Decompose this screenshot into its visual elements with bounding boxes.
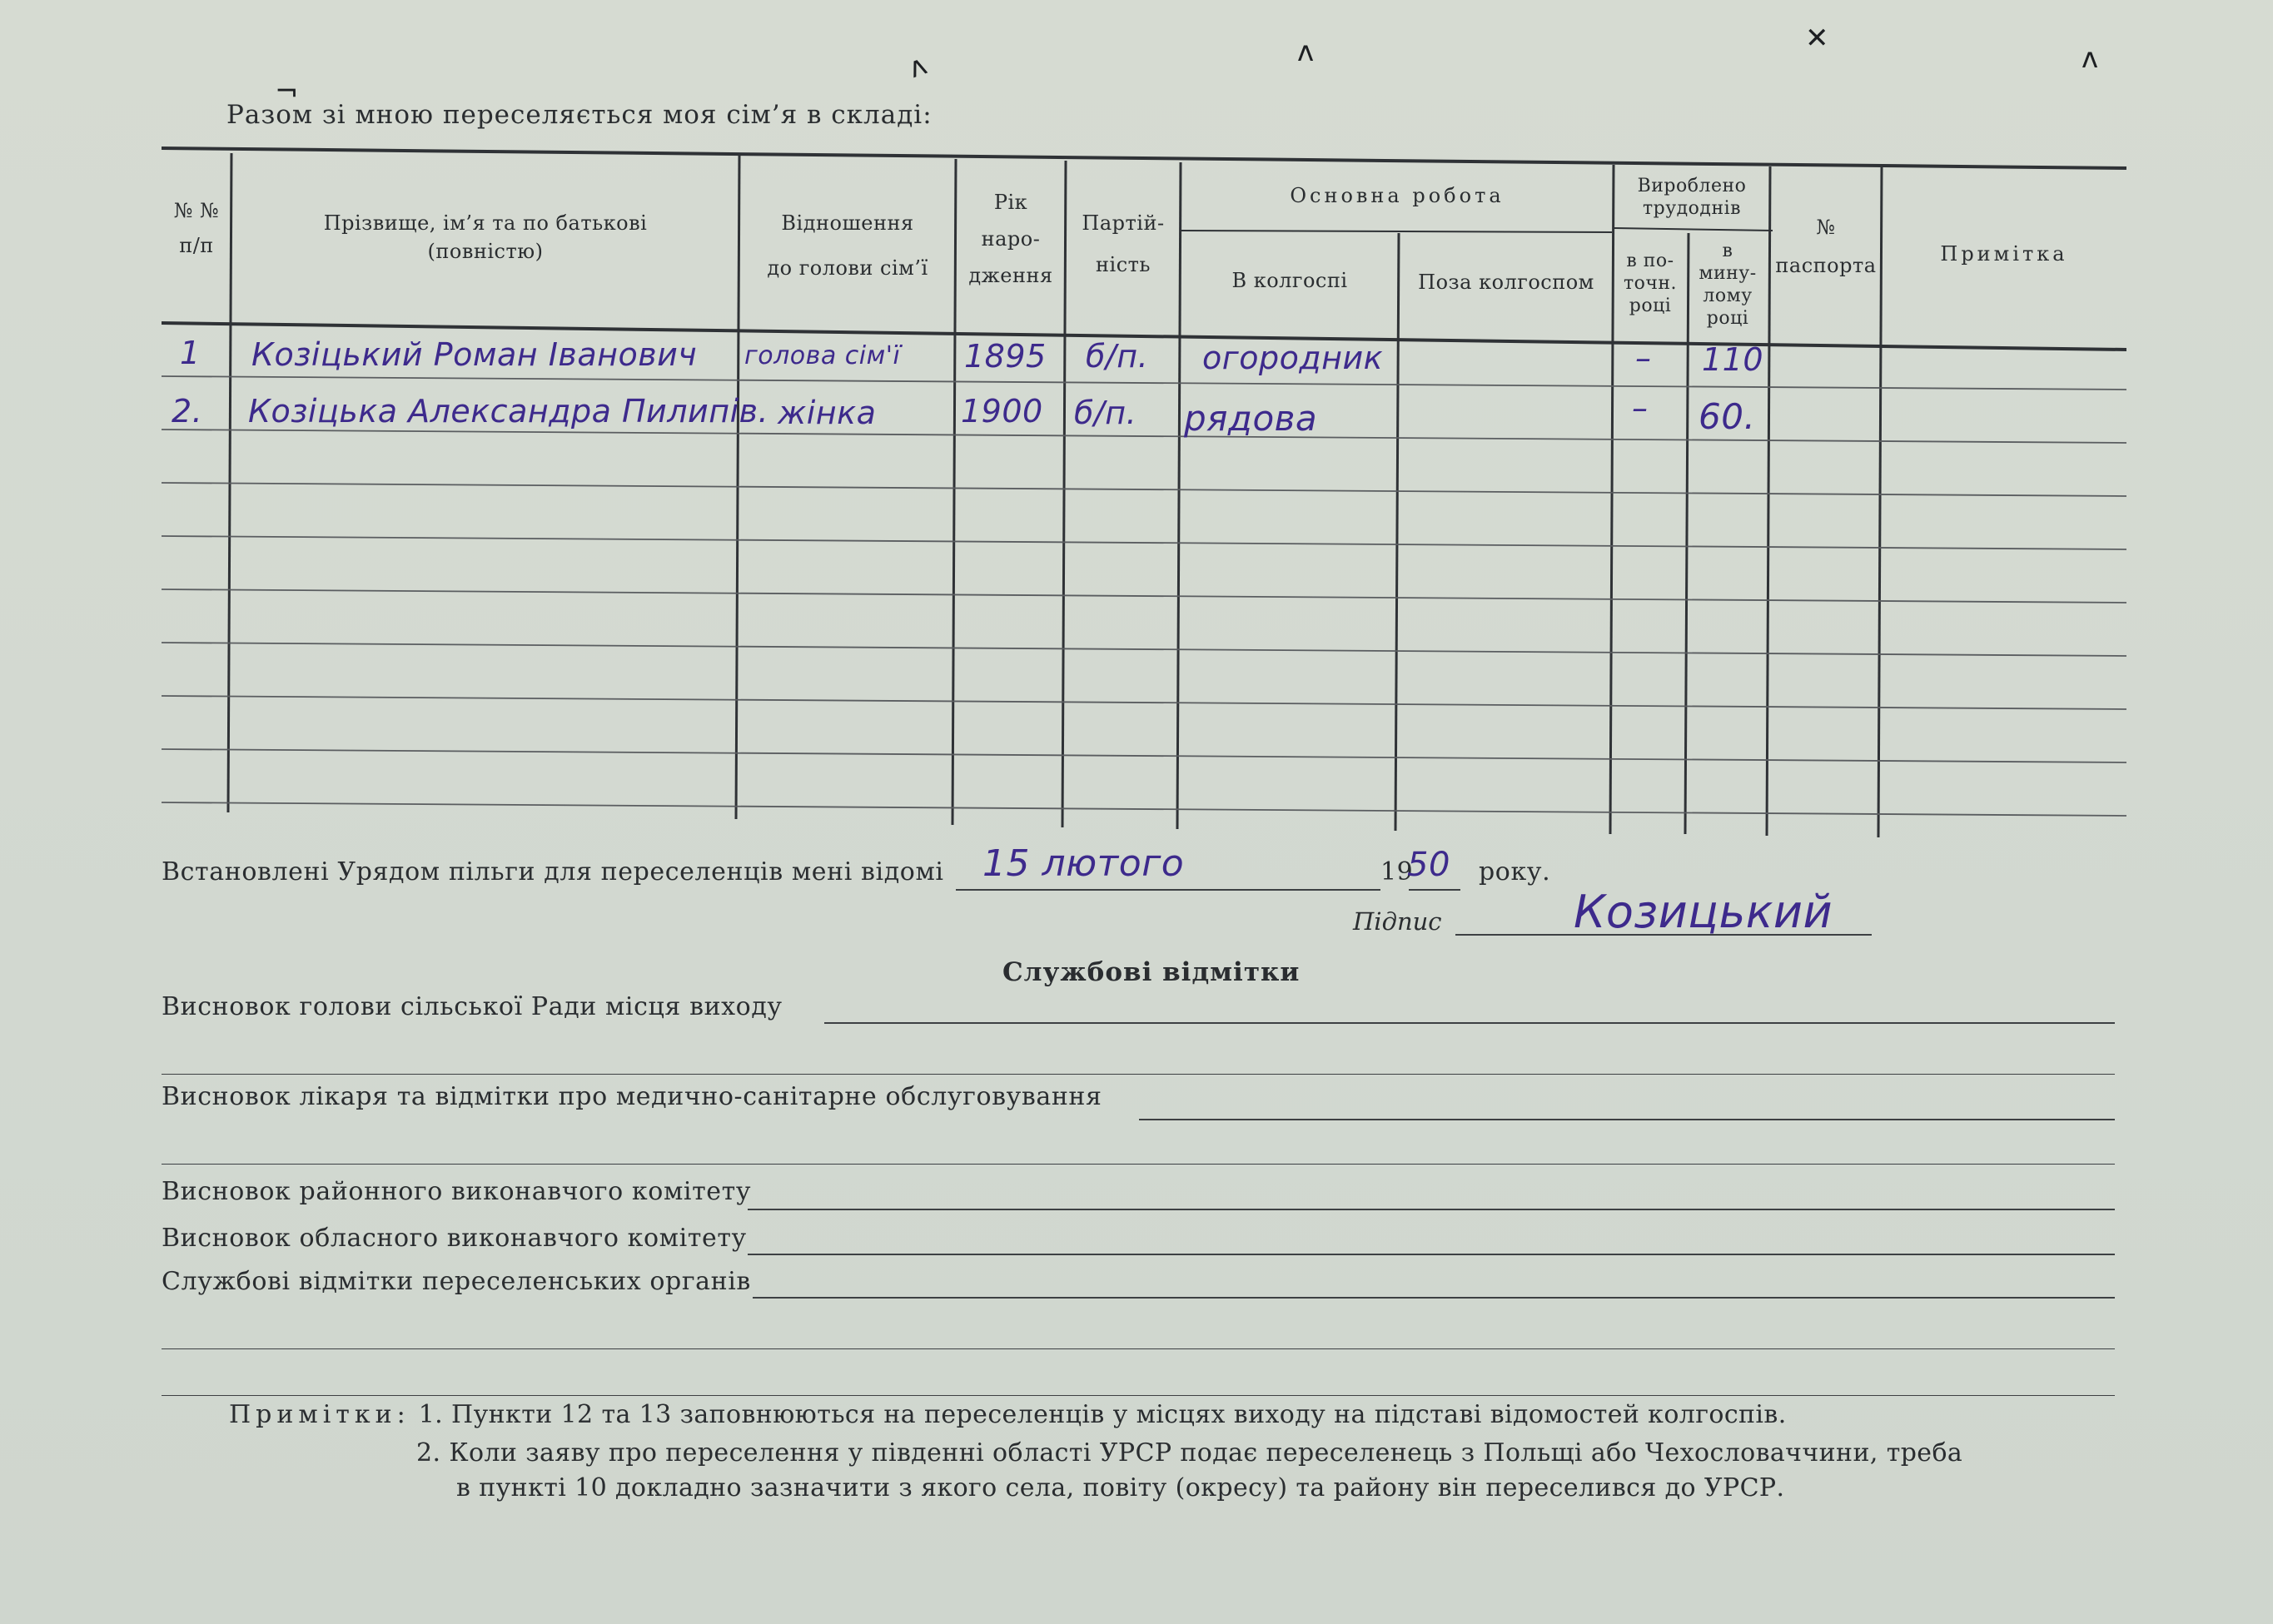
punch-mark: ¬ [275,75,299,108]
row-party: б/п. [1086,338,1149,375]
header-text: № № [173,199,220,222]
header-text: точн. [1623,273,1678,294]
table-row-line [162,643,2126,656]
service-line-field [162,1348,2115,1349]
benefits-label: Встановлені Урядом пільги для переселенців мені відомі [162,857,944,886]
family-intro: Разом зі мною переселяється моя сім’я в складі: [226,100,933,130]
notes-item: 2. Коли заяву про переселення у південні області УРСР подає переселенець з Польщі або Чехословаччини, треба [416,1438,1963,1468]
col-kolhosp-header: В колгоспі [1231,269,1348,292]
benefits-date-line [956,889,1380,891]
col-previous-year-header [1687,240,1768,330]
col-party-header [1066,209,1181,279]
benefits-year-suffix: року. [1479,857,1551,886]
row-relation: голова сім'ї [744,341,901,370]
header-text: в [1722,241,1733,261]
row-workdays-previous: 110 [1702,341,1764,378]
service-line-field [162,1074,2115,1075]
header-text: наро- [981,227,1041,251]
benefits-year-prefix: 19 [1380,857,1414,886]
row-relation: жінка [778,395,877,431]
service-title: Службові відмітки [1002,957,1301,987]
table-row-line [162,483,2126,496]
signature-label: Підпис [1353,907,1442,936]
header-text: Відношення [781,211,914,235]
col-main-work-header: Основна робота [1290,184,1505,207]
header-text: Партій- [1082,211,1165,235]
table-row-line [162,536,2126,549]
service-line-field [748,1209,2115,1210]
row-name: Козіцький Роман Іванович [251,336,698,373]
service-line-field [824,1022,2115,1024]
service-line-label: Висновок голови сільської Ради місця виходу [162,992,783,1021]
service-line-field [162,1164,2115,1165]
header-text: трудоднів [1642,198,1742,219]
notes-item: в пункті 10 докладно зазначити з якого села, повіту (окресу) та району він переселився до УРСР. [456,1473,1785,1502]
row-year: 1895 [964,338,1047,375]
family-table [162,147,2126,842]
header-text: Вироблено [1637,176,1747,196]
service-line-field [753,1297,2115,1299]
benefits-year: 50 [1407,846,1450,884]
col-passport-header [1770,213,1882,280]
table-row-line [162,589,2126,603]
row-number: 1 [180,335,201,371]
row-kolhosp-work: огородник [1202,340,1384,376]
service-line-label: Службові відмітки переселенських органів [162,1267,751,1296]
col-year-header [956,188,1066,290]
service-line-label: Висновок районного виконавчого комітету [162,1177,752,1206]
col-outside-header: Поза колгоспом [1418,271,1594,294]
service-line-field [748,1254,2115,1255]
header-text: Прізвище, ім’я та по батькові [323,211,648,235]
notes-item [229,1400,1787,1429]
punch-mark: ʌ [1297,35,1315,68]
col-note-header: Примітка [1940,242,2068,266]
table-row-line [162,749,2126,762]
punch-mark: ✕ [1805,22,1829,55]
header-text: паспорта [1775,254,1877,277]
notes-label: Примітки: [229,1400,410,1429]
row-kolhosp-work: рядова [1184,398,1318,439]
row-party: б/п. [1074,395,1137,431]
row-number: 2. [172,393,203,430]
table-row-line [162,802,2126,816]
service-line-field [162,1395,2115,1396]
notes-text: 1. Пункти 12 та 13 заповнюються на переселенців у місцях виходу на підставі відомостей колгоспів. [418,1400,1787,1429]
header-text: п/п [179,234,214,257]
header-text: ність [1096,253,1151,276]
header-text: Рік [993,191,1028,214]
table-row-line [162,430,2126,443]
row-workdays-current: – [1635,340,1652,376]
service-line-field [1139,1119,2115,1120]
service-line-label: Висновок обласного виконавчого комітету [162,1224,747,1253]
col-workdays-header [1614,175,1770,220]
header-text: до голови сім’ї [767,256,928,280]
table-row-line [162,376,2126,390]
benefits-year-line [1409,889,1460,891]
col-number-header [162,196,231,260]
header-text: році [1706,308,1749,329]
row-year: 1900 [961,393,1043,430]
row-workdays-current: – [1632,390,1649,426]
table-row-line [162,696,2126,709]
header-text: мину- [1699,263,1757,284]
service-line-label: Висновок лікаря та відмітки про медично-санітарне обслуговування [162,1082,1102,1111]
signature: Козицький [1574,886,1833,938]
col-name-header [231,209,739,266]
col-relation-header [739,209,956,282]
punch-mark: ʌ [903,47,932,86]
header-text: році [1629,295,1672,316]
header-text: (повністю) [427,240,544,263]
row-name: Козіцька Александра Пилипів. [248,393,769,430]
header-text: № [1816,216,1836,239]
col-current-year-header [1614,250,1687,317]
header-text: дження [968,264,1053,287]
row-workdays-previous: 60. [1699,396,1756,437]
benefits-date: 15 лютого [982,842,1185,885]
punch-mark: ʌ [2082,42,2099,75]
header-text: в по- [1626,251,1674,271]
header-text: лому [1703,286,1753,306]
